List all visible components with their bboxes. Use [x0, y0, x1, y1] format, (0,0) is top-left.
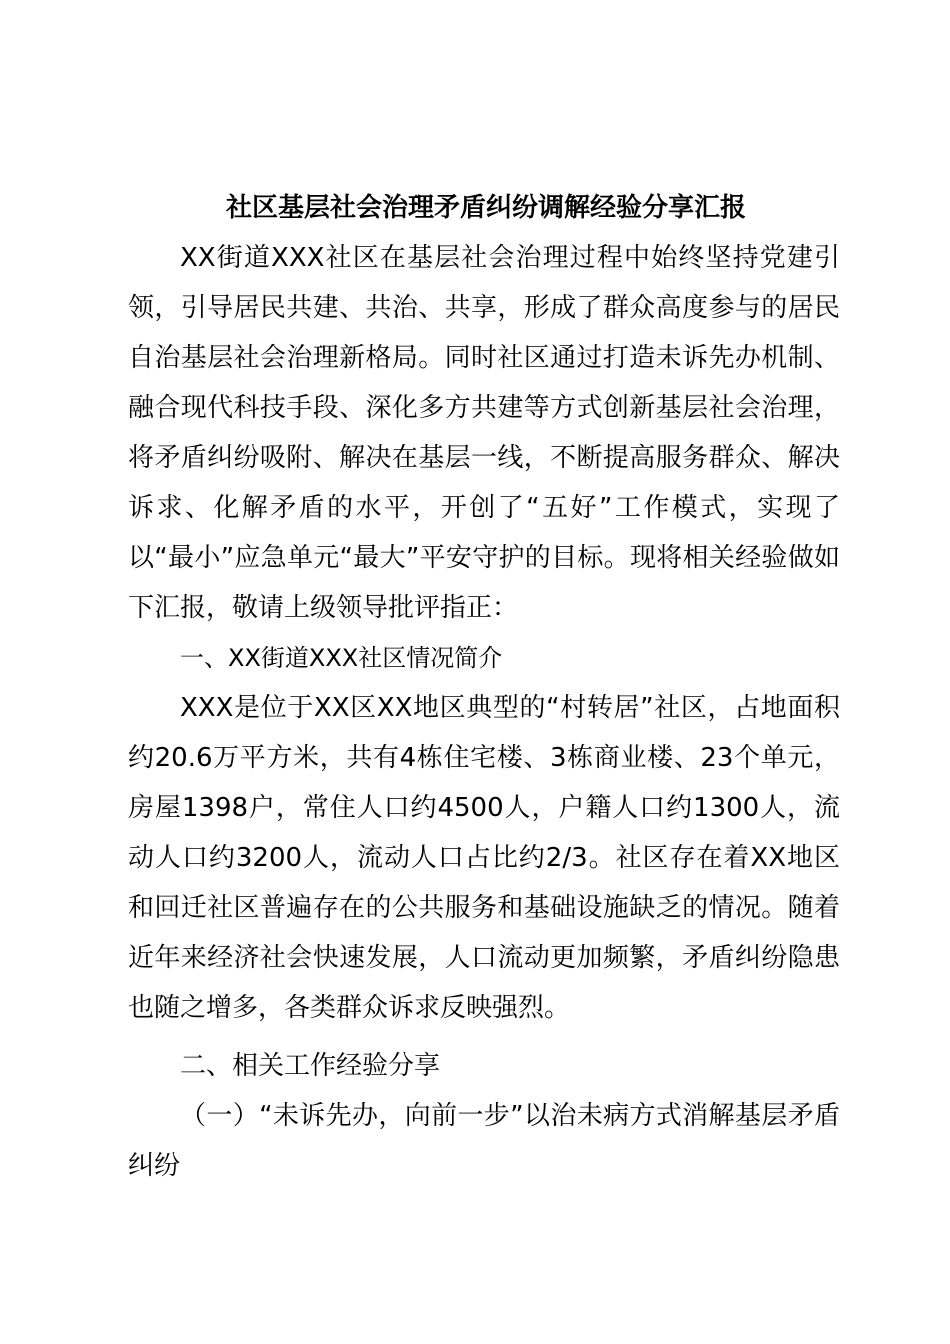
section-heading-2: 二、相关工作经验分享 — [180, 1051, 441, 1081]
intro-paragraph: XX街道XXX社区在基层社会治理过程中始终坚持党建引领，引导居民共建、共治、共享，形成了群众高度参与的居民自治基层社会治理新格局。同时社区通过打造未诉先办机制、融合现代科技手段、深化多方共建等方式创新基层社会治理，将矛盾纠纷吸附、解决在基层一线，不断提高服务群众、解决诉求、化解矛盾的水平，开创了“五好”工作模式，实现了以“最小”应急单元“最大”平安守护的目标。现将相关经验做如下汇报，敬请上级领导批评指正： — [128, 243, 840, 623]
section1-paragraph: XXX是位于XX区XX地区典型的“村转居”社区，占地面积约20.6万平方米，共有4栋住宅楼、3栋商业楼、23个单元，房屋1398户，常住人口约4500人，户籍人口约1300人，流动人口约3200人，流动人口占比约2/3。社区存在着XX地区和回迁社区普遍存在的公共服务和基础设施缺乏的情况。随着近年来经济社会快速发展，人口流动更加频繁，矛盾纠纷隐患也随之增多，各类群众诉求反映强烈。 — [128, 693, 840, 1023]
subsection-heading-1: （一）“未诉先办，向前一步”以治未病方式消解基层矛盾纠纷 — [128, 1101, 840, 1181]
document-page — [128, 183, 840, 1191]
section-heading-1: 一、XX街道XXX社区情况简介 — [180, 644, 503, 672]
document-title: 社区基层社会治理矛盾纠纷调解经验分享汇报 — [225, 193, 746, 223]
paragraph-gap — [128, 1033, 840, 1041]
